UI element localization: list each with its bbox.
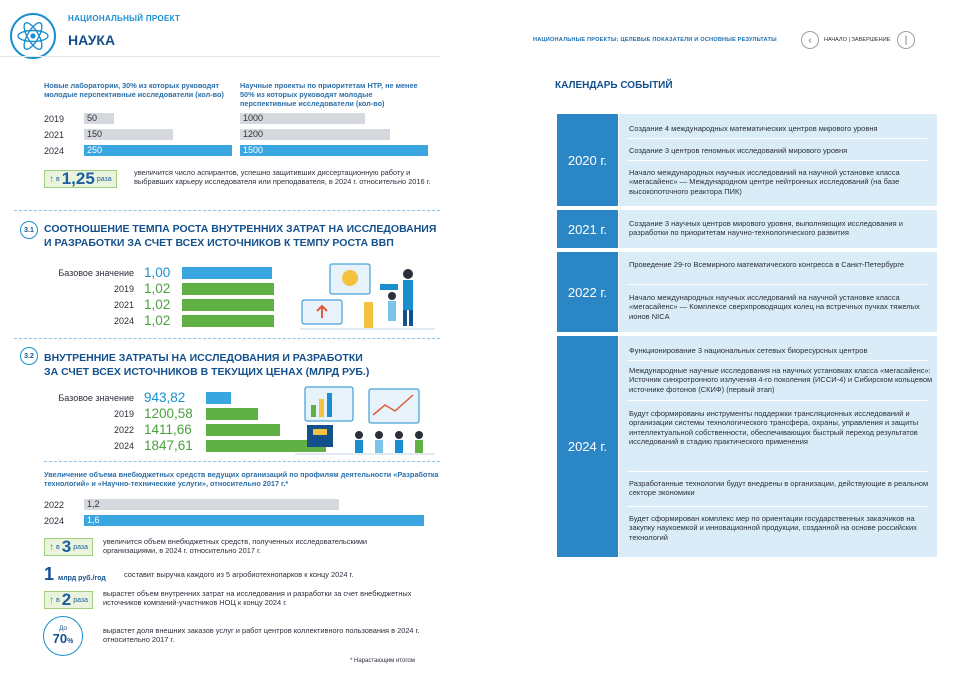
section-divider: [14, 338, 440, 339]
ratio-bar: [182, 283, 274, 295]
expenses-year-label: 2024: [113, 441, 134, 451]
expenses-bar: [206, 424, 280, 436]
event-separator: [627, 506, 927, 507]
year-2022: 2022 г.: [557, 252, 618, 332]
expenses-year-label: 2019: [113, 409, 134, 419]
event-2022-2: Начало международных научных исследований на научной установке класса «мегасайенс» — Комплексе сверхпроводящих колец на встречных пучках тяжелых ионов NICA: [629, 293, 920, 321]
fact3-unit: раза: [73, 596, 88, 604]
fact4-circle: [43, 616, 83, 656]
base-label: Базовое значение: [58, 268, 134, 278]
event-separator: [627, 471, 927, 472]
fact3-value: 2: [61, 590, 72, 609]
proj-bar: 1000: [240, 113, 365, 124]
lab-bar: 50: [84, 113, 114, 124]
ratio-value: 1,00: [144, 265, 171, 280]
base-label: Базовое значение: [58, 393, 134, 403]
ratio-value: 1,02: [144, 281, 171, 296]
event-separator: [627, 400, 927, 401]
atom-logo-icon: [10, 13, 56, 59]
arrow-up-icon: ↑: [49, 541, 54, 553]
header-divider: [0, 56, 440, 57]
event-2024-3: Будут сформированы инструменты поддержки трансляционных исследований и организации системы технологического трансфера, охраны, управления и защиты интеллектуальной собственности, обеспечивающих быстрый переход результатов исследований в стадию практического применения: [629, 409, 919, 447]
ratio-bar: [182, 299, 274, 311]
expenses-value: 1411,66: [144, 422, 192, 437]
footnote: * Нарастающим итогом: [350, 658, 415, 664]
fact2-unit: млрд руб./год: [58, 575, 106, 582]
lab-chart-title: Новые лаборатории, 30% из которых руководят молодые перспективные исследователи (кол-во): [44, 81, 224, 99]
expenses-value: 943,82: [144, 390, 186, 405]
fact2-value: 1: [44, 564, 55, 584]
ratio-year-label: 2019: [113, 284, 134, 294]
lab-year-2021: 2021: [44, 130, 65, 140]
lab-year-2019: 2019: [44, 114, 65, 124]
expenses-value: 1847,61: [144, 438, 193, 453]
section-3-2-title-line1: ВНУТРЕННИЕ ЗАТРАТЫ НА ИССЛЕДОВАНИЯ И РАЗРАБОТКИ: [44, 352, 363, 364]
proj-chart-title: Научные проекты по приоритетам НТР, не менее 50% из которых руководят молодые перспективные исследователи (кол-во): [240, 81, 418, 108]
proj-bar: 1500: [240, 145, 428, 156]
lab-bar: 150: [84, 129, 173, 140]
lab-bar: 250: [84, 145, 232, 156]
year-2020: 2020 г.: [557, 114, 618, 206]
events-2022: [619, 252, 937, 332]
event-2022-1: Проведение 29-го Всемирного математического конгресса в Санкт-Петербурге: [629, 260, 905, 269]
ratio-bar: [182, 267, 272, 279]
arrow-up-icon: ↑: [49, 173, 54, 185]
expenses-bar: [206, 408, 258, 420]
nav-text[interactable]: НАЧАЛО | ЗАВЕРШЕНИЕ: [824, 37, 891, 43]
expenses-value: 1200,58: [144, 406, 193, 421]
extbudget-year: 2024: [44, 516, 65, 526]
lab-year-2024: 2024: [44, 146, 65, 156]
event-separator: [627, 160, 927, 161]
section-divider: [14, 210, 440, 211]
events-2021: [619, 210, 937, 248]
fact4-text: вырастет доля внешних заказов услуг и работ центров коллективного пользования в 2024 г. относительно 2017 г.: [103, 626, 420, 644]
event-separator: [627, 284, 927, 285]
project-label: НАЦИОНАЛЬНЫЙ ПРОЕКТ: [68, 14, 181, 23]
fact3-badge: [44, 591, 93, 609]
proj-bar: 1200: [240, 129, 390, 140]
extbudget-bar: 1,2: [84, 499, 339, 510]
event-2024-4: Разработанные технологии будут внедрены в организации, действующие в реальном секторе экономики: [629, 479, 929, 498]
event-2024-5: Будет сформирован комплекс мер по ориентации государственных заказчиков на закупку наукоемкой и инновационной продукции, созданной на основе российских технологий: [629, 514, 917, 542]
fact3-prefix: в: [56, 596, 60, 604]
event-separator: [627, 138, 927, 139]
fact2-badge: [44, 564, 106, 585]
event-separator: [627, 360, 927, 361]
fact1-value: 3: [61, 537, 72, 556]
events-2020: [619, 114, 937, 206]
section-3-1-title-line2: И РАЗРАБОТКИ ЗА СЧЕТ ВСЕХ ИСТОЧНИКОВ К ТЕМПУ РОСТА ВВП: [44, 237, 394, 249]
fact3-text: вырастет объем внутренних затрат на исследования и разработки за счет внебюджетных источников компаний-участников НОЦ к концу 2024 г.: [103, 589, 412, 607]
arrow-up-icon: ↑: [49, 594, 54, 606]
lab-illustration-icon: [295, 383, 435, 460]
back-icon[interactable]: ‹: [801, 31, 819, 49]
event-2020-1: Создание 4 международных математических центров мирового уровня: [629, 124, 878, 133]
extbudget-year: 2022: [44, 500, 65, 510]
fact1-prefix: в: [56, 543, 60, 551]
ratio-value: 1,02: [144, 313, 171, 328]
year-2024: 2024 г.: [557, 336, 618, 557]
aspirants-prefix: в: [56, 175, 60, 183]
right-header-title: НАЦИОНАЛЬНЫЕ ПРОЕКТЫ: ЦЕЛЕВЫЕ ПОКАЗАТЕЛИ И ОСНОВНЫЕ РЕЗУЛЬТАТЫ: [533, 37, 777, 43]
section-3-1-title-line1: СООТНОШЕНИЕ ТЕМПА РОСТА ВНУТРЕННИХ ЗАТРАТ НА ИССЛЕДОВАНИЯ: [44, 223, 437, 235]
aspirants-badge: [44, 170, 117, 188]
section-3-2-badge: 3.2: [20, 347, 38, 365]
fact1-unit: раза: [73, 543, 88, 551]
calendar-title: КАЛЕНДАРЬ СОБЫТИЙ: [555, 80, 673, 91]
events-2024: [619, 336, 937, 557]
aspirants-value: 1,25: [61, 169, 95, 188]
fact4-prefix: До: [58, 624, 68, 632]
expenses-bar: [206, 392, 231, 404]
event-2020-2: Создание 3 центров геномных исследований мирового уровня: [629, 146, 848, 155]
end-icon[interactable]: |: [897, 31, 915, 49]
year-2021: 2021 г.: [557, 210, 618, 248]
extbudget-title: Увеличение объема внебюджетных средств ведущих организаций по профилям деятельности «Разработка технологий» и «Научно-технические услуги», относительно 2017 г.*: [44, 470, 439, 488]
section-3-2-title-line2: ЗА СЧЕТ ВСЕХ ИСТОЧНИКОВ В ТЕКУЩИХ ЦЕНАХ (МЛРД РУБ.): [44, 366, 370, 378]
fact2-text: составит выручка каждого из 5 агробиотехнопарков к концу 2024 г.: [124, 570, 354, 579]
event-2024-1: Функционирование 3 национальных сетевых биоресурсных центров: [629, 346, 868, 355]
fact1-text: увеличится объем внебюджетных средств, полученных исследовательскими организациями, в 2024 г. относительно 2017 г.: [103, 537, 368, 555]
event-2021-1: Создание 3 научных центров мирового уровня, выполняющих исследования и разработки по приоритетам научно-технологического развития: [629, 219, 903, 238]
extbudget-bar: 1,6: [84, 515, 424, 526]
ratio-year-label: 2024: [113, 316, 134, 326]
ratio-year-label: 2021: [113, 300, 134, 310]
aspirants-text: увеличится число аспирантов, успешно защитивших диссертационную работу и выбравших карьеру исследователя или преподавателя, в 2024 г. относительно 2016 г.: [134, 168, 431, 186]
fact4-unit: %: [67, 637, 74, 645]
event-2020-3: Начало международных научных исследований на научной установке класса «мегасайенс» — Международном центре нейтронных исследований (на базе высокопоточного реактора ПИК): [629, 168, 900, 196]
fact1-badge: [44, 538, 93, 556]
research-illustration-icon: [300, 256, 435, 336]
project-title: НАУКА: [68, 32, 116, 48]
aspirants-unit: раза: [96, 175, 112, 183]
section-3-1-badge: 3.1: [20, 221, 38, 239]
fact4-value: 70: [52, 630, 68, 646]
section-divider: [44, 461, 440, 462]
event-2024-2: Международные научные исследования на научных установках класса «мегасайенс»: Источник синхротронного излучения 4-го поколения (ИССИ-4) и Сибирском кольцевом источнике фотонов (СКИФ) (первый этап): [629, 366, 933, 394]
expenses-year-label: 2022: [113, 425, 134, 435]
ratio-bar: [182, 315, 274, 327]
ratio-value: 1,02: [144, 297, 171, 312]
